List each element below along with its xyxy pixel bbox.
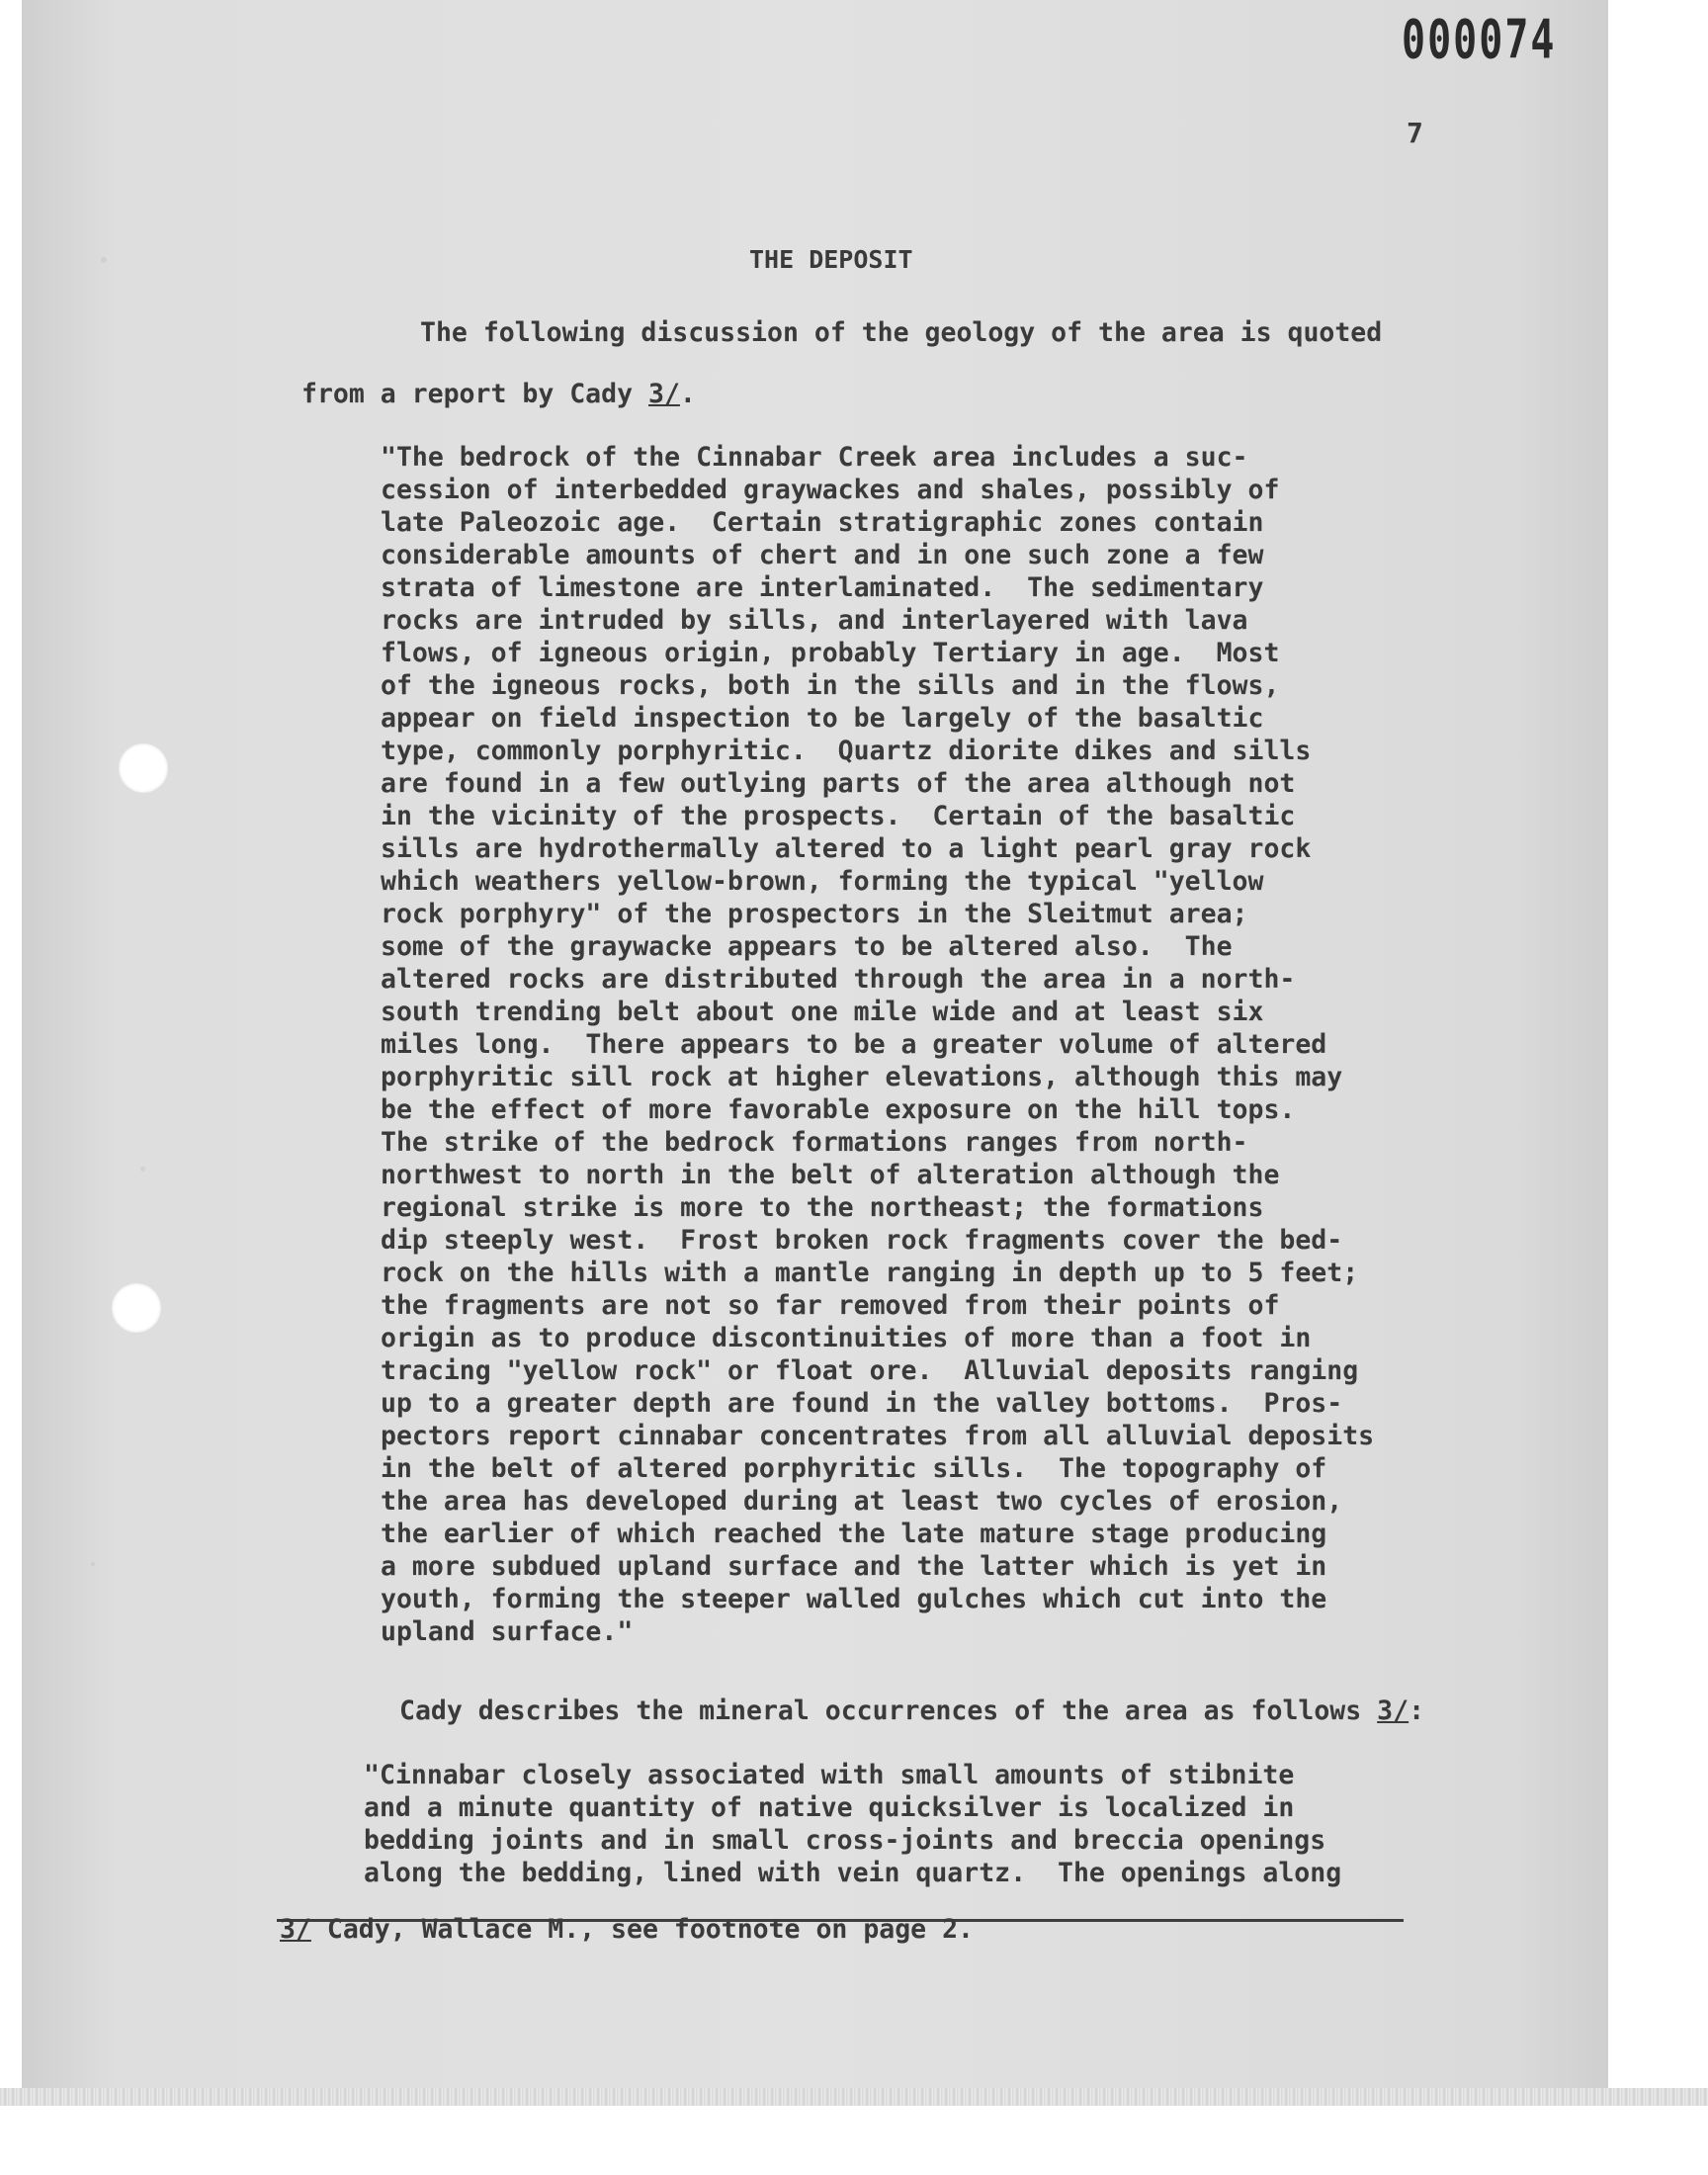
quote-line: which weathers yellow-brown, forming the typical "yellow [381, 866, 1264, 897]
quote-line: a more subdued upland surface and the latter which is yet in [381, 1551, 1327, 1582]
quote-line: youth, forming the steeper walled gulches which cut into the [381, 1584, 1327, 1614]
quote-line: "Cinnabar closely associated with small amounts of stibnite [364, 1760, 1295, 1790]
quote-line: "The bedrock of the Cinnabar Creek area includes a suc- [381, 442, 1248, 473]
footnote [280, 1914, 974, 1945]
quote-line: along the bedding, lined with vein quartz. The openings along [364, 1858, 1342, 1888]
quote-line: are found in a few outlying parts of the area although not [381, 768, 1296, 799]
quote-line: flows, of igneous origin, probably Tertiary in age. Most [381, 638, 1280, 668]
quote-line: appear on field inspection to be largely of the basaltic [381, 703, 1264, 734]
quote-line: up to a greater depth are found in the valley bottoms. Pros- [381, 1388, 1343, 1419]
speck [140, 1167, 145, 1172]
quote-line: pectors report cinnabar concentrates from all alluvial deposits [381, 1421, 1375, 1451]
scan-edge [0, 2088, 1708, 2106]
footnote-marker: 3/ [280, 1914, 311, 1945]
page-number: 7 [1407, 117, 1423, 149]
punch-hole [119, 743, 168, 793]
quote-line: rock porphyry" of the prospectors in the Sleitmut area; [381, 899, 1248, 929]
footnote-reference: 3/ [1377, 1696, 1409, 1726]
quote-line: northwest to north in the belt of alteration although the [381, 1160, 1280, 1190]
quote-line: regional strike is more to the northeast; the formations [381, 1192, 1264, 1223]
quote-line: porphyritic sill rock at higher elevations, although this may [381, 1062, 1343, 1092]
quote-line: some of the graywacke appears to be altered also. The [381, 931, 1233, 962]
block-quote-minerals [364, 1759, 1341, 1889]
quote-line: south trending belt about one mile wide and at least six [381, 997, 1264, 1027]
quote-line: and a minute quantity of native quicksilver is localized in [364, 1792, 1295, 1823]
footnote-text: Cady, Wallace M., see footnote on page 2. [310, 1914, 975, 1945]
speck [101, 257, 107, 263]
intro-paragraph-line-2 [301, 364, 696, 425]
quote-line: type, commonly porphyritic. Quartz diorite dikes and sills [381, 736, 1312, 766]
intro-punctuation: . [679, 379, 696, 409]
quote-line: altered rocks are distributed through the area in a north- [381, 964, 1296, 995]
quote-line: rocks are intruded by sills, and interlayered with lava [381, 605, 1248, 636]
intro-text: from a report by Cady [301, 379, 648, 409]
quote-line: bedding joints and in small cross-joints and breccia openings [364, 1825, 1326, 1856]
quote-line: sills are hydrothermally altered to a light pearl gray rock [381, 833, 1312, 864]
quote-line: dip steeply west. Frost broken rock fragments cover the bed- [381, 1225, 1343, 1256]
intro-paragraph-line-1: The following discussion of the geology of the area is quoted [420, 317, 1383, 348]
quote-line: the fragments are not so far removed from their points of [381, 1290, 1280, 1321]
quote-line: in the belt of altered porphyritic sills. The topography of [381, 1453, 1327, 1484]
punch-hole [112, 1283, 161, 1333]
quote-line: considerable amounts of chert and in one such zone a few [381, 540, 1264, 570]
quote-line: upland surface." [381, 1616, 634, 1647]
block-quote-geology [381, 441, 1374, 1648]
quote-line: the earlier of which reached the late mature stage producing [381, 1519, 1327, 1549]
quote-line: of the igneous rocks, both in the sills and in the flows, [381, 670, 1280, 701]
mineral-intro-text: Cady describes the mineral occurrences of the area as follows [399, 1696, 1378, 1726]
footnote-reference: 3/ [648, 379, 680, 409]
quote-line: cession of interbedded graywackes and shales, possibly of [381, 475, 1280, 505]
mineral-intro-line [399, 1681, 1424, 1742]
speck [91, 1562, 95, 1566]
quote-line: origin as to produce discontinuities of more than a foot in [381, 1323, 1312, 1353]
section-heading: THE DEPOSIT [749, 245, 913, 274]
quote-line: late Paleozoic age. Certain stratigraphic zones contain [381, 507, 1264, 538]
mineral-intro-punctuation: : [1409, 1696, 1425, 1726]
quote-line: miles long. There appears to be a greater volume of altered [381, 1029, 1327, 1060]
quote-line: The strike of the bedrock formations ranges from north- [381, 1127, 1248, 1158]
quote-line: strata of limestone are interlaminated. The sedimentary [381, 572, 1264, 603]
quote-line: the area has developed during at least two cycles of erosion, [381, 1486, 1343, 1517]
document-stamp-number: 000074 [1402, 10, 1557, 72]
quote-line: rock on the hills with a mantle ranging in depth up to 5 feet; [381, 1258, 1359, 1288]
quote-line: in the vicinity of the prospects. Certain of the basaltic [381, 801, 1296, 831]
quote-line: tracing "yellow rock" or float ore. Alluvial deposits ranging [381, 1355, 1359, 1386]
quote-line: be the effect of more favorable exposure on the hill tops. [381, 1094, 1296, 1125]
